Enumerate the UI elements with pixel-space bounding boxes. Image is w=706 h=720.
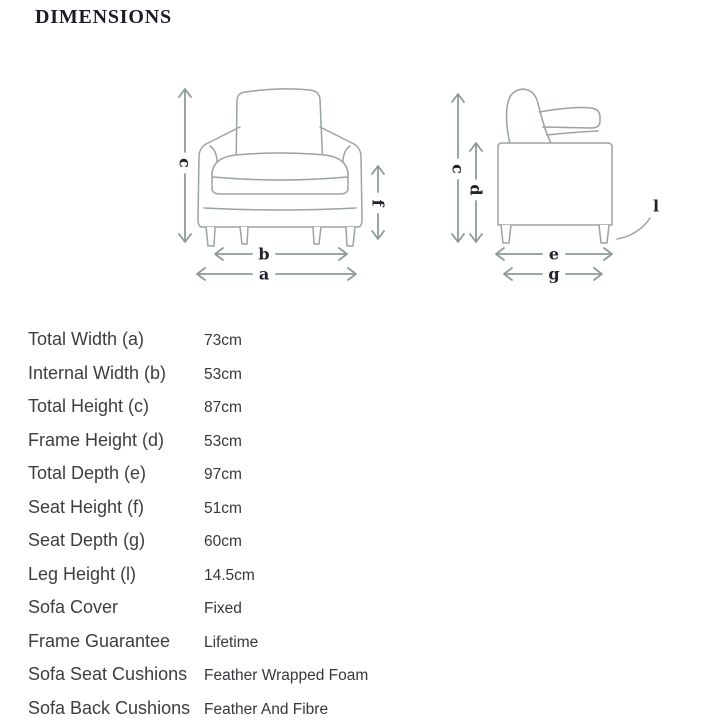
- front-skirt-seam: [204, 208, 356, 210]
- leg-pointer-line: [617, 218, 650, 239]
- letter-a: a: [258, 264, 270, 284]
- spec-label: Sofa Back Cushions: [28, 697, 191, 718]
- dimension-arrow-e: [496, 245, 612, 264]
- spec-value: Fixed: [204, 600, 242, 617]
- letter-f: f: [368, 199, 388, 207]
- side-armrest-seam: [547, 131, 598, 135]
- letter-g: g: [548, 264, 560, 284]
- table-row: [28, 323, 448, 357]
- spec-value: Feather Wrapped Foam: [204, 667, 369, 684]
- spec-value: 60cm: [204, 533, 242, 550]
- spec-label: Seat Depth (g): [28, 530, 146, 550]
- dimension-arrow-f: [369, 166, 388, 239]
- spec-value: 87cm: [204, 399, 242, 416]
- table-row: [28, 625, 448, 659]
- spec-value: Feather And Fibre: [204, 700, 329, 718]
- side-back-pillow: [507, 89, 551, 144]
- front-seat-cushion: [212, 153, 348, 194]
- dimension-arrow-g: [504, 265, 602, 284]
- front-leg: [346, 227, 355, 246]
- spec-value: Lifetime: [204, 633, 259, 651]
- front-leg: [313, 227, 321, 244]
- table-row: [28, 424, 448, 458]
- spec-value: 73cm: [204, 332, 242, 349]
- table-row: [28, 491, 448, 525]
- dimension-arrow-b: [215, 245, 347, 264]
- side-leg: [599, 225, 609, 243]
- spec-label: Total Width (a): [28, 329, 145, 349]
- table-row: [28, 692, 448, 720]
- table-row: [28, 457, 448, 491]
- table-row: [28, 558, 448, 592]
- front-leg: [240, 227, 248, 244]
- letter-c-front: c: [175, 158, 195, 168]
- letter-d: d: [466, 184, 486, 196]
- spec-table: [28, 323, 448, 720]
- dimension-arrow-c-front: [176, 89, 195, 242]
- table-row: [28, 658, 448, 692]
- spec-label: Leg Height (l): [28, 563, 137, 584]
- spec-label: Sofa Seat Cushions: [28, 664, 188, 684]
- spec-label: Total Depth (e): [28, 463, 147, 483]
- dimension-arrow-a: [197, 265, 356, 284]
- spec-label: Seat Height (f): [28, 496, 145, 517]
- dimension-arrow-d: [467, 143, 486, 242]
- spec-value: 51cm: [204, 499, 242, 517]
- table-row: [28, 591, 448, 625]
- spec-value: 97cm: [204, 466, 242, 483]
- spec-label: Sofa Cover: [28, 597, 119, 617]
- spec-value: 53cm: [204, 365, 242, 383]
- letter-b: b: [258, 244, 270, 264]
- front-leg: [206, 227, 215, 246]
- letter-l: l: [652, 196, 660, 216]
- spec-label: Frame Guarantee: [28, 630, 171, 651]
- letter-e: e: [548, 244, 560, 264]
- front-view-illustration: [198, 89, 362, 246]
- side-leg: [501, 225, 511, 243]
- side-armrest: [539, 108, 600, 129]
- spec-label: Internal Width (b): [28, 362, 167, 383]
- spec-value: 14.5cm: [204, 566, 255, 584]
- letter-c-side: c: [448, 164, 468, 174]
- spec-label: Frame Height (d): [28, 429, 165, 450]
- table-row: [28, 524, 448, 558]
- spec-label: Total Height (c): [28, 396, 150, 416]
- side-frame: [498, 143, 612, 225]
- table-row: [28, 390, 448, 424]
- dimensions-diagram: [150, 80, 690, 295]
- page-title: DIMENSIONS: [35, 6, 172, 28]
- dimension-arrow-c-side: [449, 94, 468, 242]
- spec-value: 53cm: [204, 432, 242, 450]
- table-row: [28, 357, 448, 391]
- side-view-illustration: [498, 89, 650, 243]
